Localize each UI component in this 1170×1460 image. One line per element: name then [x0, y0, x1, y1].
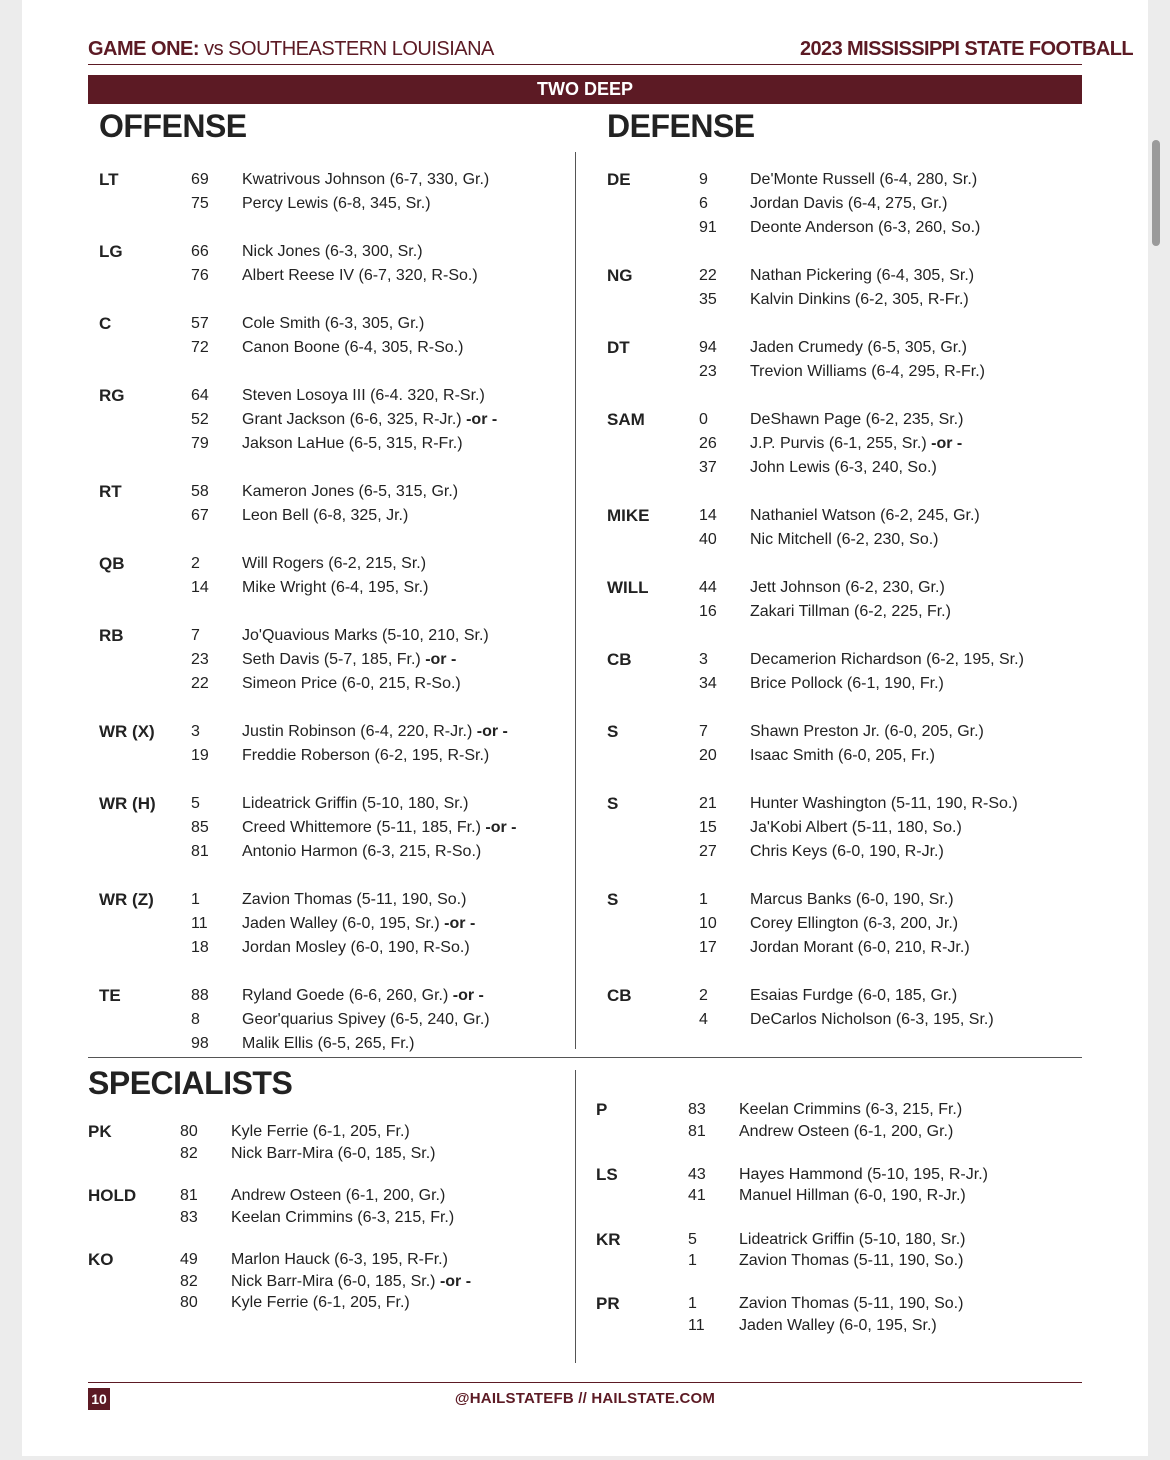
- jersey-number: 1: [688, 1252, 697, 1270]
- jersey-number: 8: [191, 1011, 200, 1028]
- player-name: Chris Keys (6-0, 190, R-Jr.): [750, 843, 944, 860]
- jersey-number: 43: [688, 1165, 706, 1183]
- player-name: Antonio Harmon (6-3, 215, R-So.): [242, 843, 482, 860]
- header-divider: [88, 64, 1082, 65]
- position-label: MIKE: [607, 506, 650, 525]
- player-name: Justin Robinson (6-4, 220, R-Jr.) -or -: [242, 723, 508, 740]
- jersey-number: 7: [699, 723, 708, 740]
- jersey-number: 22: [699, 267, 717, 284]
- jersey-number: 2: [191, 555, 200, 572]
- player-name: Jakson LaHue (6-5, 315, R-Fr.): [242, 435, 463, 452]
- jersey-number: 23: [191, 651, 209, 668]
- player-name: Zavion Thomas (5-11, 190, So.): [242, 891, 467, 908]
- or-marker: -or -: [485, 819, 517, 836]
- jersey-number: 52: [191, 411, 209, 428]
- scrollbar-thumb[interactable]: [1152, 140, 1160, 246]
- position-label: RB: [99, 626, 124, 645]
- player-name: Marlon Hauck (6-3, 195, R-Fr.): [231, 1251, 448, 1268]
- player-name: Ryland Goede (6-6, 260, Gr.) -or -: [242, 987, 484, 1004]
- position-label: HOLD: [88, 1186, 137, 1205]
- player-name: Zavion Thomas (5-11, 190, So.): [739, 1252, 964, 1270]
- section-divider: [88, 1057, 1082, 1058]
- jersey-number: 14: [699, 507, 717, 524]
- position-label: RT: [99, 482, 122, 501]
- specialists-column-divider: [575, 1070, 576, 1363]
- player-name: John Lewis (6-3, 240, So.): [750, 459, 937, 476]
- player-name: Canon Boone (6-4, 305, R-So.): [242, 339, 464, 356]
- position-label: S: [607, 890, 619, 909]
- player-name: Seth Davis (5-7, 185, Fr.) -or -: [242, 651, 457, 668]
- player-name: Andrew Osteen (6-1, 200, Gr.): [739, 1122, 954, 1140]
- player-name: Cole Smith (6-3, 305, Gr.): [242, 315, 425, 332]
- position-label: NG: [607, 266, 633, 285]
- position-label: LG: [99, 242, 123, 261]
- player-name: Keelan Crimmins (6-3, 215, Fr.): [739, 1101, 963, 1118]
- player-name: Lideatrick Griffin (5-10, 180, Sr.): [242, 795, 469, 812]
- footer-social: @HAILSTATEFB // HAILSTATE.COM: [454, 1390, 716, 1407]
- player-name: DeShawn Page (6-2, 235, Sr.): [750, 411, 964, 428]
- player-name: Malik Ellis (6-5, 265, Fr.): [242, 1035, 415, 1052]
- player-name: Jo'Quavious Marks (5-10, 210, Sr.): [242, 627, 489, 644]
- footer-divider: [88, 1382, 1082, 1383]
- jersey-number: 40: [699, 531, 717, 548]
- player-name: Nathan Pickering (6-4, 305, Sr.): [750, 267, 975, 284]
- position-label: DT: [607, 338, 630, 357]
- jersey-number: 49: [180, 1251, 198, 1268]
- player-name: Percy Lewis (6-8, 345, Sr.): [242, 195, 431, 212]
- player-name: Will Rogers (6-2, 215, Sr.): [242, 555, 427, 572]
- jersey-number: 80: [180, 1294, 198, 1312]
- jersey-number: 6: [699, 195, 708, 212]
- or-marker: -or -: [425, 651, 457, 668]
- player-name: Geor'quarius Spivey (6-5, 240, Gr.): [242, 1011, 490, 1028]
- jersey-number: 23: [699, 363, 717, 380]
- jersey-number: 44: [699, 579, 717, 596]
- position-label: KR: [596, 1229, 621, 1249]
- jersey-number: 10: [699, 915, 717, 932]
- jersey-number: 98: [191, 1035, 209, 1052]
- position-label: P: [596, 1100, 608, 1119]
- player-name: Kyle Ferrie (6-1, 205, Fr.): [231, 1123, 410, 1140]
- jersey-number: 19: [191, 747, 209, 764]
- player-name: Jordan Mosley (6-0, 190, R-So.): [242, 939, 470, 956]
- jersey-number: 0: [699, 411, 708, 428]
- opponent-label: vs SOUTHEASTERN LOUISIANA: [204, 38, 494, 60]
- player-name: Deonte Anderson (6-3, 260, So.): [750, 219, 981, 236]
- jersey-number: 21: [699, 795, 717, 812]
- jersey-number: 18: [191, 939, 209, 956]
- player-name: Nick Barr-Mira (6-0, 185, Sr.) -or -: [231, 1272, 472, 1290]
- jersey-number: 81: [180, 1187, 198, 1204]
- jersey-number: 76: [191, 267, 209, 284]
- jersey-number: 83: [688, 1101, 706, 1118]
- jersey-number: 1: [699, 891, 708, 908]
- player-name: Corey Ellington (6-3, 200, Jr.): [750, 915, 959, 932]
- position-label: CB: [607, 986, 632, 1005]
- or-marker: -or -: [444, 915, 476, 932]
- position-label: CB: [607, 650, 632, 669]
- season-title: 2023 MISSISSIPPI STATE FOOTBALL: [800, 38, 1133, 60]
- jersey-number: 22: [191, 675, 209, 692]
- jersey-number: 72: [191, 339, 209, 356]
- jersey-number: 2: [699, 987, 708, 1004]
- jersey-number: 9: [699, 171, 708, 188]
- or-marker: -or -: [452, 987, 484, 1004]
- jersey-number: 26: [699, 435, 717, 452]
- player-name: Isaac Smith (6-0, 205, Fr.): [750, 747, 935, 764]
- jersey-number: 82: [180, 1144, 198, 1162]
- player-name: DeCarlos Nicholson (6-3, 195, Sr.): [750, 1011, 994, 1028]
- player-name: De'Monte Russell (6-4, 280, Sr.): [750, 171, 978, 188]
- player-name: Jett Johnson (6-2, 230, Gr.): [750, 579, 945, 596]
- jersey-number: 3: [699, 651, 708, 668]
- jersey-number: 35: [699, 291, 717, 308]
- player-name: Shawn Preston Jr. (6-0, 205, Gr.): [750, 723, 984, 740]
- player-name: Trevion Williams (6-4, 295, R-Fr.): [750, 363, 985, 380]
- player-name: Andrew Osteen (6-1, 200, Gr.): [231, 1187, 446, 1204]
- jersey-number: 69: [191, 171, 209, 188]
- player-name: Kwatrivous Johnson (6-7, 330, Gr.): [242, 171, 490, 188]
- position-label: WR (X): [99, 722, 155, 741]
- jersey-number: 85: [191, 819, 209, 836]
- player-name: J.P. Purvis (6-1, 255, Sr.) -or -: [750, 435, 963, 452]
- player-name: Jaden Crumedy (6-5, 305, Gr.): [750, 339, 967, 356]
- jersey-number: 57: [191, 315, 209, 332]
- jersey-number: 41: [688, 1187, 706, 1205]
- jersey-number: 1: [688, 1295, 697, 1313]
- jersey-number: 14: [191, 579, 209, 596]
- column-divider: [575, 152, 576, 1049]
- player-name: Keelan Crimmins (6-3, 215, Fr.): [231, 1208, 455, 1226]
- jersey-number: 88: [191, 987, 209, 1004]
- player-name: Steven Losoya III (6-4. 320, R-Sr.): [242, 387, 485, 404]
- player-name: Leon Bell (6-8, 325, Jr.): [242, 507, 409, 524]
- position-label: LT: [99, 170, 119, 189]
- player-name: Nick Jones (6-3, 300, Sr.): [242, 243, 423, 260]
- jersey-number: 58: [191, 483, 209, 500]
- position-label: PR: [596, 1294, 620, 1314]
- player-name: Zakari Tillman (6-2, 225, Fr.): [750, 603, 951, 620]
- player-name: Creed Whittemore (5-11, 185, Fr.) -or -: [242, 819, 517, 836]
- jersey-number: 79: [191, 435, 209, 452]
- player-name: Marcus Banks (6-0, 190, Sr.): [750, 891, 954, 908]
- jersey-number: 81: [688, 1122, 706, 1140]
- jersey-number: 66: [191, 243, 209, 260]
- player-name: Jordan Davis (6-4, 275, Gr.): [750, 195, 948, 212]
- position-label: C: [99, 314, 112, 333]
- game-label: GAME ONE:: [88, 38, 200, 60]
- position-label: KO: [88, 1250, 114, 1269]
- jersey-number: 1: [191, 891, 200, 908]
- jersey-number: 4: [699, 1011, 708, 1028]
- jersey-number: 75: [191, 195, 209, 212]
- position-label: QB: [99, 554, 125, 573]
- position-label: S: [607, 722, 619, 741]
- page-number: 10: [88, 1388, 110, 1410]
- position-label: WR (H): [99, 794, 156, 813]
- player-name: Simeon Price (6-0, 215, R-So.): [242, 675, 461, 692]
- jersey-number: 20: [699, 747, 717, 764]
- jersey-number: 64: [191, 387, 209, 404]
- or-marker: -or -: [466, 411, 498, 428]
- jersey-number: 3: [191, 723, 200, 740]
- position-label: WILL: [607, 578, 649, 597]
- player-name: Jaden Walley (6-0, 195, Sr.) -or -: [242, 915, 476, 932]
- position-label: S: [607, 794, 619, 813]
- player-name: Jaden Walley (6-0, 195, Sr.): [739, 1317, 937, 1334]
- player-name: Hunter Washington (5-11, 190, R-So.): [750, 795, 1018, 812]
- player-name: Lideatrick Griffin (5-10, 180, Sr.): [739, 1230, 966, 1248]
- player-name: Grant Jackson (6-6, 325, R-Jr.) -or -: [242, 411, 498, 428]
- player-name: Ja'Kobi Albert (5-11, 180, So.): [750, 819, 962, 836]
- player-name: Nic Mitchell (6-2, 230, So.): [750, 531, 939, 548]
- jersey-number: 16: [699, 603, 717, 620]
- jersey-number: 94: [699, 339, 717, 356]
- position-label: TE: [99, 986, 121, 1005]
- player-name: Manuel Hillman (6-0, 190, R-Jr.): [739, 1187, 966, 1205]
- jersey-number: 81: [191, 843, 209, 860]
- defense-title: DEFENSE: [607, 108, 755, 144]
- position-label: PK: [88, 1122, 112, 1141]
- player-name: Albert Reese IV (6-7, 320, R-So.): [242, 267, 478, 284]
- jersey-number: 82: [180, 1272, 198, 1290]
- jersey-number: 80: [180, 1123, 198, 1140]
- or-marker: -or -: [476, 723, 508, 740]
- jersey-number: 11: [688, 1317, 705, 1334]
- jersey-number: 83: [180, 1208, 198, 1226]
- or-marker: -or -: [931, 435, 963, 452]
- player-name: Nick Barr-Mira (6-0, 185, Sr.): [231, 1144, 436, 1162]
- position-label: SAM: [607, 410, 645, 429]
- jersey-number: 91: [699, 219, 717, 236]
- player-name: Mike Wright (6-4, 195, Sr.): [242, 579, 429, 596]
- position-label: RG: [99, 386, 125, 405]
- jersey-number: 11: [191, 915, 208, 932]
- player-name: Jordan Morant (6-0, 210, R-Jr.): [750, 939, 970, 956]
- jersey-number: 5: [688, 1230, 697, 1248]
- player-name: Kameron Jones (6-5, 315, Gr.): [242, 483, 459, 500]
- jersey-number: 67: [191, 507, 209, 524]
- player-name: Kalvin Dinkins (6-2, 305, R-Fr.): [750, 291, 969, 308]
- offense-title: OFFENSE: [99, 108, 247, 144]
- jersey-number: 34: [699, 675, 717, 692]
- specialists-title: SPECIALISTS: [88, 1065, 293, 1101]
- jersey-number: 7: [191, 627, 200, 644]
- player-name: Kyle Ferrie (6-1, 205, Fr.): [231, 1294, 410, 1312]
- jersey-number: 5: [191, 795, 200, 812]
- player-name: Hayes Hammond (5-10, 195, R-Jr.): [739, 1165, 988, 1183]
- player-name: Nathaniel Watson (6-2, 245, Gr.): [750, 507, 980, 524]
- jersey-number: 37: [699, 459, 717, 476]
- or-marker: -or -: [439, 1272, 472, 1290]
- game-header: [88, 38, 494, 61]
- two-deep-banner: TWO DEEP: [88, 75, 1082, 104]
- player-name: Esaias Furdge (6-0, 185, Gr.): [750, 987, 958, 1004]
- position-label: LS: [596, 1164, 618, 1184]
- jersey-number: 17: [699, 939, 717, 956]
- player-name: Freddie Roberson (6-2, 195, R-Sr.): [242, 747, 490, 764]
- jersey-number: 27: [699, 843, 717, 860]
- player-name: Decamerion Richardson (6-2, 195, Sr.): [750, 651, 1024, 668]
- player-name: Brice Pollock (6-1, 190, Fr.): [750, 675, 944, 692]
- jersey-number: 15: [699, 819, 717, 836]
- player-name: Zavion Thomas (5-11, 190, So.): [739, 1295, 964, 1313]
- position-label: DE: [607, 170, 631, 189]
- position-label: WR (Z): [99, 890, 154, 909]
